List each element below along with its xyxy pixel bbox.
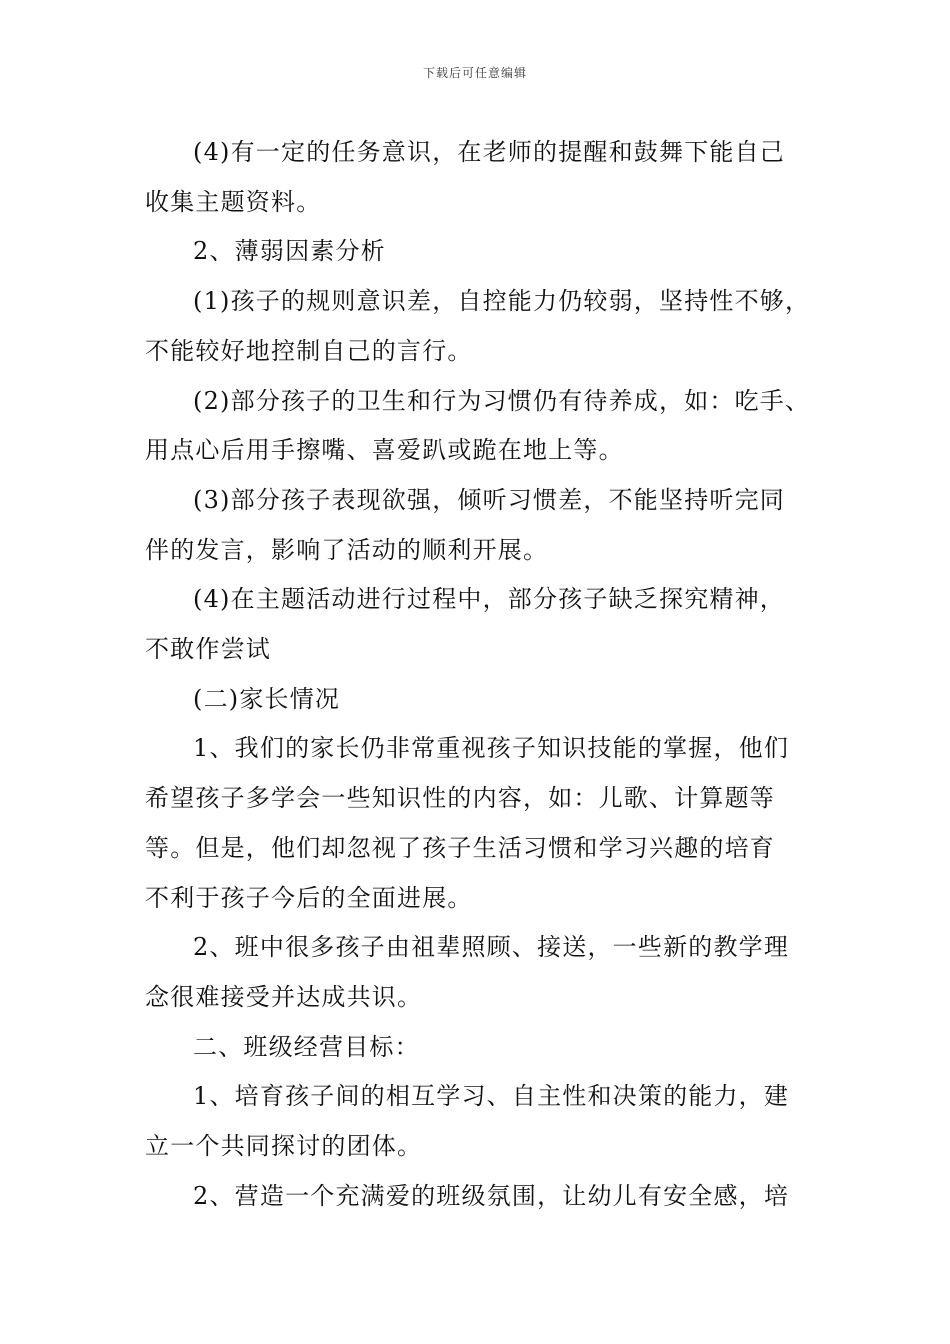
text-line: 收集主题资料。 [145,187,322,216]
paragraph-hygiene-habits [145,377,815,476]
text-line: (4)有一定的任务意识，在老师的提醒和鼓舞下能自己 [193,138,785,166]
text-line: 用点心后用手擦嘴、喜爱趴或跪在地上等。 [145,436,624,465]
paragraph-grandparent-care [145,923,815,1022]
text-line: (1)孩子的规则意识差，自控能力仍较弱，坚持性不够， [193,287,811,316]
text-line: 2、班中很多孩子由祖辈照顾、接送，一些新的教学理 [193,933,790,962]
paragraph-rule-awareness [145,277,815,376]
paragraph-goal-mutual-learning [145,1072,815,1171]
text-line: 2、营造一个充满爱的班级氛围，让幼儿有安全感，培 [193,1181,790,1210]
page-header-note: 下载后可任意编辑 [422,66,527,80]
text-line: 不能较好地控制自己的言行。 [145,336,473,365]
text-line: 不利于孩子今后的全面进展。 [145,883,473,912]
text-line: (3)部分孩子表现欲强，倾听习惯差，不能坚持听完同 [193,485,785,514]
text-line: (4)在主题活动进行过程中，部分孩子缺乏探究精神， [193,585,785,614]
paragraph-task-awareness [145,128,815,227]
text-line: 二、班级经营目标： [193,1032,420,1061]
text-line: 伴的发言，影响了活动的顺利开展。 [145,535,549,564]
text-line: 2、薄弱因素分析 [193,237,386,266]
text-line: 1、我们的家长仍非常重视孩子知识技能的掌握，他们 [193,734,790,763]
text-line: (二)家长情况 [193,684,341,713]
paragraph-goal-loving-atmosphere [145,1172,815,1222]
paragraph-exploration-spirit [145,575,815,674]
section-heading-parent-situation [145,675,815,725]
text-line: 立一个共同探讨的团体。 [145,1132,423,1161]
text-line: 等。但是，他们却忽视了孩子生活习惯和学习兴趣的培育 [145,833,775,862]
paragraph-listening-habits [145,476,815,575]
paragraph-parent-expectations [145,724,815,923]
text-line: 念很难接受并达成共识。 [145,982,423,1011]
document-body [145,128,815,1221]
text-line: 1、培育孩子间的相互学习、自主性和决策的能力，建 [193,1082,790,1111]
text-line: 希望孩子多学会一些知识性的内容，如：儿歌、计算题等 [145,784,775,813]
section-heading-class-goals [145,1023,815,1073]
text-line: 不敢作尝试 [145,635,271,664]
section-heading-weakness-analysis [145,227,815,277]
text-line: (2)部分孩子的卫生和行为习惯仍有待养成，如：吃手、 [193,386,811,415]
